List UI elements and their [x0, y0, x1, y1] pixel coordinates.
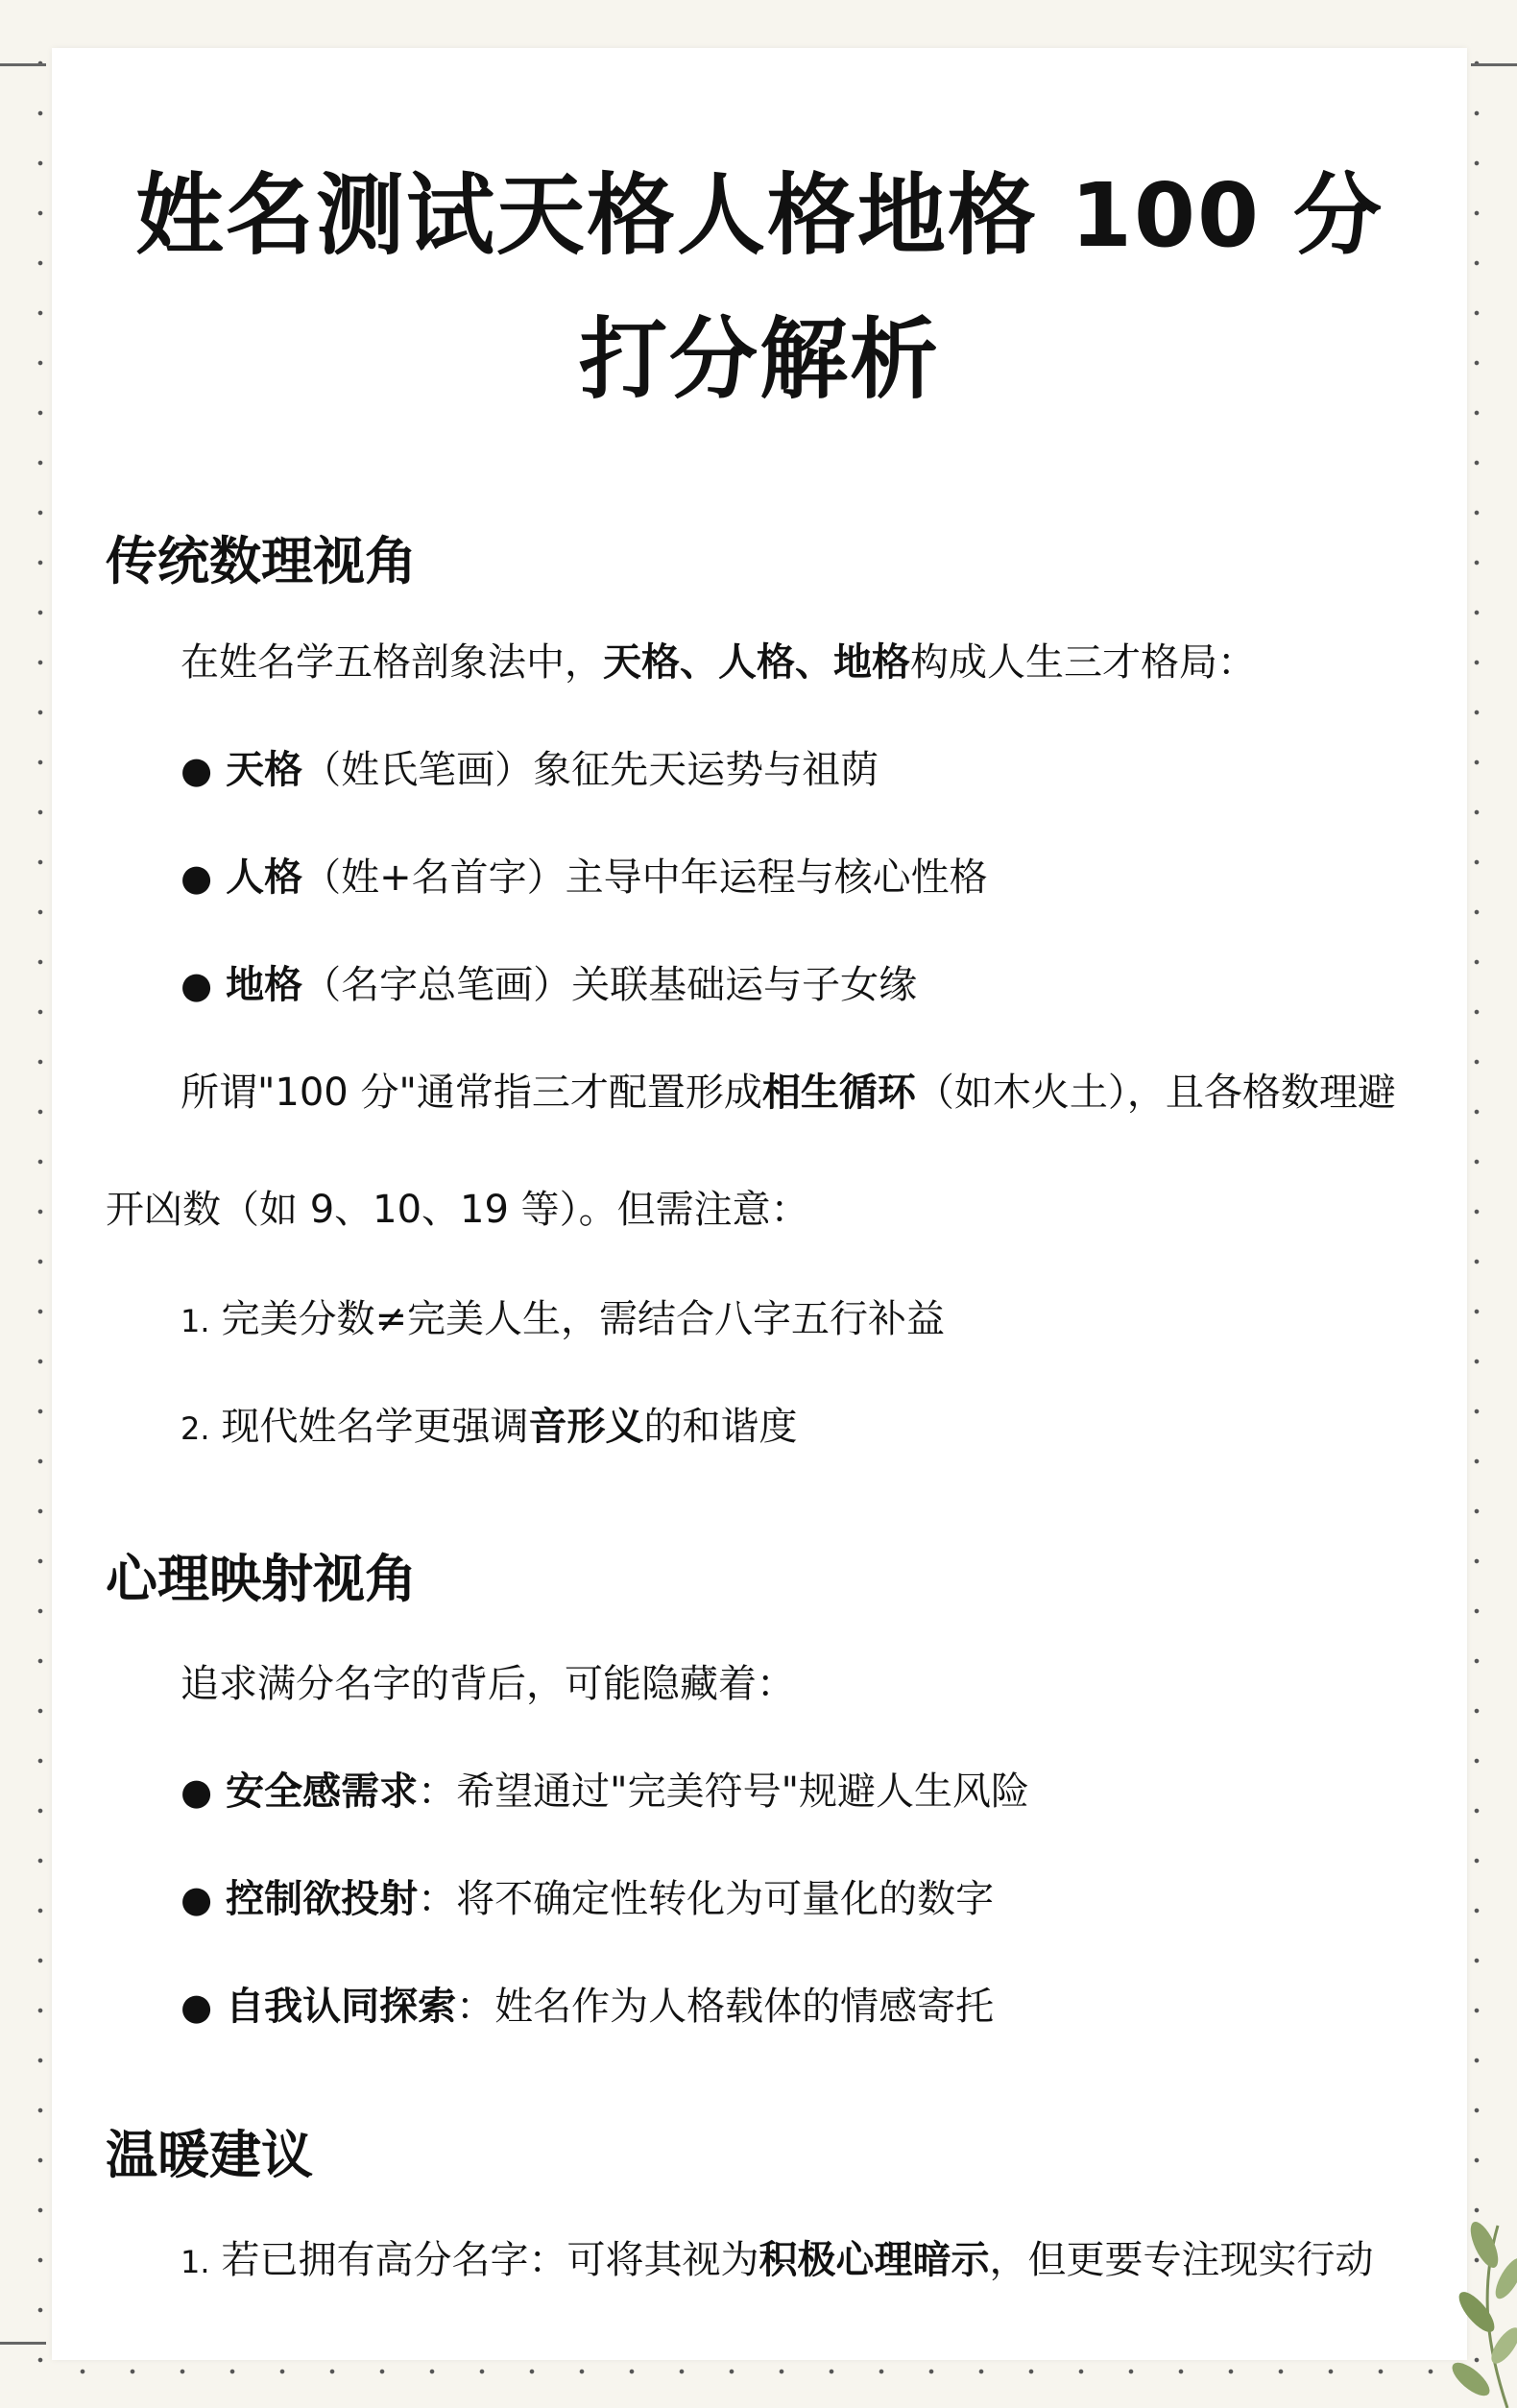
list-item: ● 地格（名字总笔画）关联基础运与子女缘 — [181, 963, 918, 1007]
page-title — [52, 144, 1467, 432]
body-paragraph-continued: 开凶数（如 9、10、19 等）。但需注意： — [106, 1188, 809, 1232]
numbered-item: 2. 现代姓名学更强调音形义的和谐度 — [181, 1405, 798, 1449]
bullet-icon: ● — [181, 856, 213, 899]
section-heading: 温暖建议 — [106, 2125, 313, 2185]
list-item: ● 天格（姓氏笔画）象征先天运势与祖荫 — [181, 748, 879, 792]
bullet-icon: ● — [181, 1878, 213, 1920]
list-item: ● 安全感需求：希望通过"完美符号"规避人生风险 — [181, 1770, 1029, 1814]
frame-corner-line — [1471, 63, 1517, 66]
numbered-item: 1. 完美分数≠完美人生，需结合八字五行补益 — [181, 1297, 946, 1341]
bullet-icon: ● — [181, 1986, 213, 2028]
frame-dots-left — [36, 38, 44, 2370]
frame-corner-line — [0, 2342, 46, 2345]
title-line-1: 姓名测试天格人格地格 100 分 — [134, 164, 1385, 267]
frame-dots-right — [1473, 38, 1481, 2370]
bullet-icon: ● — [181, 964, 213, 1006]
section-heading: 心理映射视角 — [106, 1549, 417, 1609]
article-card — [52, 48, 1467, 2360]
title-line-2: 打分解析 — [578, 308, 940, 411]
intro-paragraph: 追求满分名字的背后，可能隐藏着： — [181, 1662, 795, 1706]
list-item: ● 控制欲投射：将不确定性转化为可量化的数字 — [181, 1877, 995, 1921]
body-paragraph: 所谓"100 分"通常指三才配置形成相生循环（如木火土），且各格数理避 — [181, 1071, 1396, 1115]
bullet-icon: ● — [181, 749, 213, 791]
list-item: ● 自我认同探索：姓名作为人格载体的情感寄托 — [181, 1985, 995, 2029]
frame-dots-bottom — [58, 2368, 1459, 2375]
bullet-icon: ● — [181, 1770, 213, 1813]
intro-paragraph: 在姓名学五格剖象法中，天格、人格、地格构成人生三才格局： — [181, 640, 1256, 685]
numbered-item: 1. 若已拥有高分名字：可将其视为积极心理暗示，但更要专注现实行动 — [181, 2238, 1374, 2282]
section-heading: 传统数理视角 — [106, 531, 417, 591]
list-item: ● 人格（姓+名首字）主导中年运程与核心性格 — [181, 855, 988, 900]
frame-corner-line — [0, 63, 46, 66]
leaf-decoration-icon — [1392, 2187, 1517, 2408]
